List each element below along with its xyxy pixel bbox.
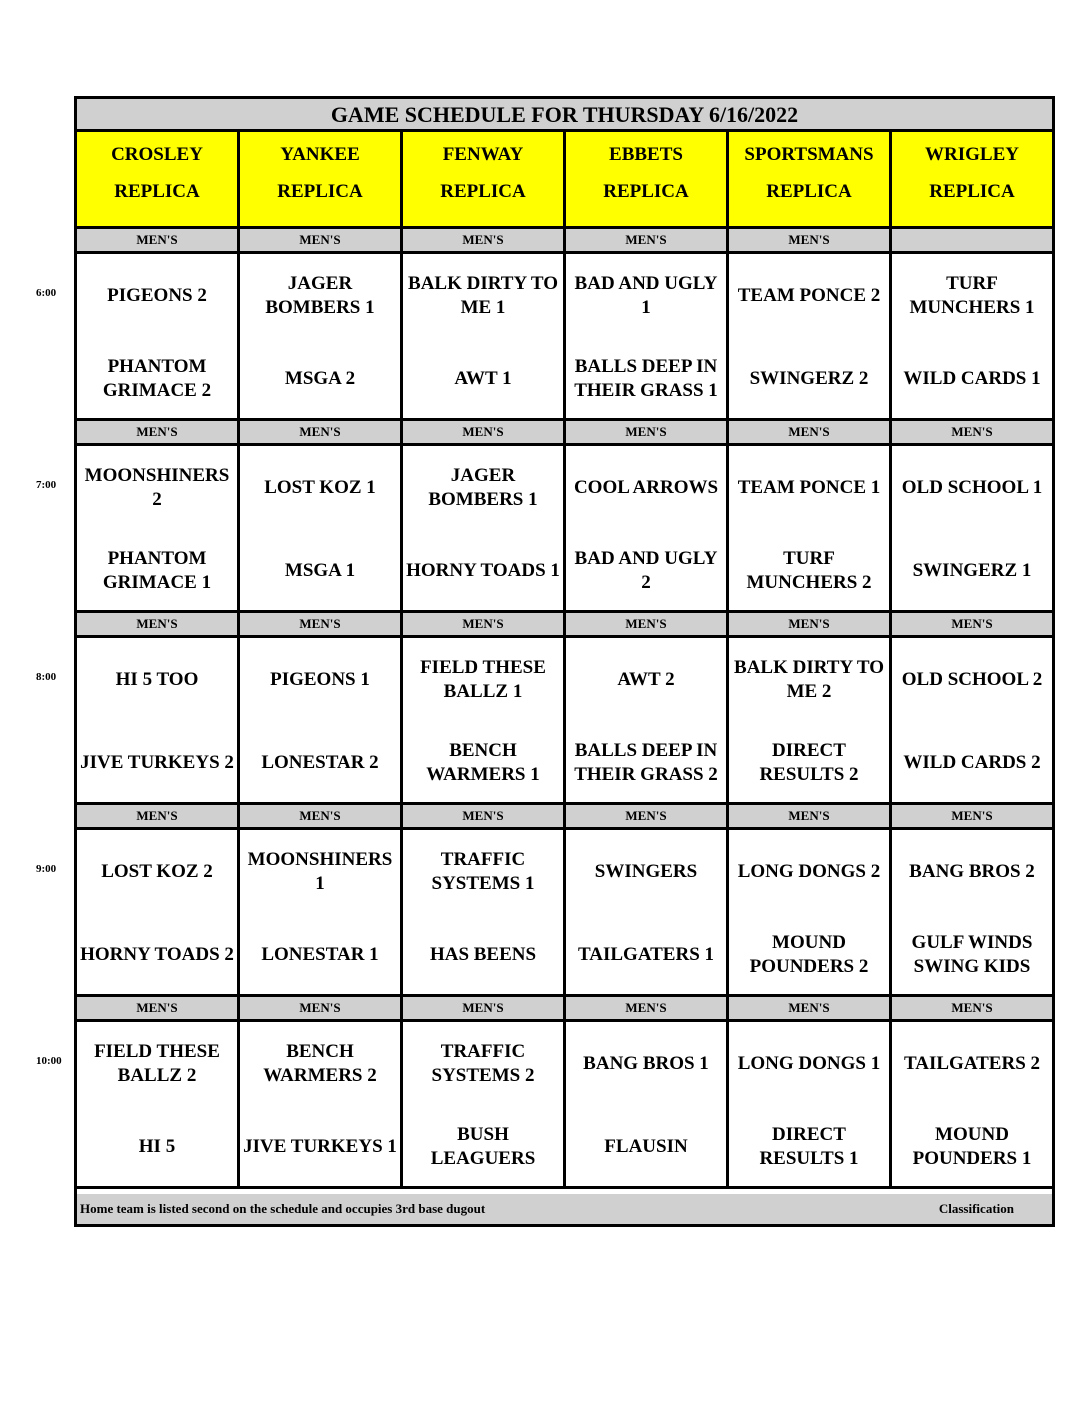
home-team: BENCH WARMERS 1 (426, 740, 540, 785)
home-team: BALLS DEEP IN THEIR GRASS 1 (574, 356, 718, 401)
home-team: BUSH LEAGUERS (430, 1124, 536, 1169)
classification-cell: MEN'S (77, 229, 240, 251)
field-header-fenway (403, 132, 566, 226)
classification-cell: MEN'S (240, 229, 403, 251)
games-row (77, 254, 1052, 421)
game-cell (892, 830, 1052, 994)
game-cell (77, 638, 240, 802)
classification-cell: MEN'S (566, 421, 729, 443)
home-team: MOUND POUNDERS 1 (912, 1124, 1032, 1169)
home-team: MSGA 2 (284, 368, 356, 389)
classification-cell: MEN'S (403, 805, 566, 827)
footer-bar (77, 1194, 1052, 1224)
field-header-crosley (77, 132, 240, 226)
classification-cell: MEN'S (403, 229, 566, 251)
classification-cell: MEN'S (951, 808, 993, 823)
time-slot-block (77, 805, 1052, 997)
game-cell (77, 1022, 240, 1186)
game-cell (892, 254, 1052, 418)
game-cell (892, 1022, 1052, 1186)
home-team: PHANTOM GRIMACE 2 (102, 356, 212, 401)
home-team: SWINGERZ 1 (912, 560, 1032, 581)
home-team: PHANTOM GRIMACE 1 (102, 548, 212, 593)
home-team: HI 5 (138, 1136, 176, 1157)
field-name: CROSLEY (111, 144, 203, 165)
game-cell (403, 638, 566, 802)
home-team: MSGA 1 (284, 560, 356, 581)
game-cell (566, 830, 729, 994)
time-label: 9:00 (36, 863, 57, 875)
field-header-wrigley (892, 132, 1052, 226)
classification-cell: MEN'S (77, 421, 240, 443)
field-header-yankee (240, 132, 403, 226)
time-slot-block (77, 997, 1052, 1189)
classification-cell (892, 229, 1052, 251)
field-header-sportsmans (729, 132, 892, 226)
classification-row (77, 997, 1052, 1022)
game-cell (240, 1022, 403, 1186)
classification-cell: MEN'S (566, 613, 729, 635)
away-team: BENCH WARMERS 2 (263, 1041, 377, 1086)
classification-cell: MEN'S (240, 613, 403, 635)
away-team: LONG DONGS 2 (737, 861, 881, 882)
away-team: HI 5 TOO (115, 669, 199, 690)
home-team: WILD CARDS 1 (903, 368, 1041, 389)
classification-cell: MEN'S (77, 613, 240, 635)
away-team: FIELD THESE BALLZ 1 (420, 657, 546, 702)
time-slot-block (77, 613, 1052, 805)
game-cell (729, 446, 892, 610)
classification-cell: MEN'S (566, 805, 729, 827)
game-cell (403, 1022, 566, 1186)
home-team: AWT 1 (454, 368, 512, 389)
away-team: TEAM PONCE 1 (737, 477, 881, 498)
game-cell (403, 830, 566, 994)
time-label: 7:00 (36, 479, 57, 491)
away-team: PIGEONS 1 (270, 669, 370, 690)
home-team: SWINGERZ 2 (749, 368, 869, 389)
field-name: SPORTSMANS (744, 144, 874, 165)
games-row (77, 638, 1052, 805)
field-name: WRIGLEY (925, 144, 1019, 165)
time-label: 10:00 (36, 1055, 62, 1067)
game-cell (729, 830, 892, 994)
game-cell (240, 254, 403, 418)
away-team: TEAM PONCE 2 (737, 285, 881, 306)
game-cell (77, 446, 240, 610)
classification-cell: MEN'S (566, 229, 729, 251)
away-team: MOONSHINERS 1 (247, 849, 393, 894)
game-cell (77, 254, 240, 418)
field-name: FENWAY (442, 144, 524, 165)
away-team: BANG BROS 2 (909, 861, 1035, 882)
classification-cell: MEN'S (77, 805, 240, 827)
home-team: HORNY TOADS 1 (406, 560, 560, 581)
game-cell (403, 446, 566, 610)
away-team: OLD SCHOOL 2 (901, 669, 1043, 690)
classification-cell: MEN'S (729, 613, 892, 635)
game-cell (566, 254, 729, 418)
home-team: HAS BEENS (429, 944, 537, 965)
home-team: JIVE TURKEYS 2 (80, 752, 234, 773)
home-team: WILD CARDS 2 (903, 752, 1041, 773)
games-row (77, 446, 1052, 613)
away-team: OLD SCHOOL 1 (901, 477, 1043, 498)
classification-cell: MEN'S (77, 997, 240, 1019)
field-sub: REPLICA (440, 181, 526, 202)
home-team: BAD AND UGLY 2 (574, 548, 718, 593)
home-team: JIVE TURKEYS 1 (243, 1136, 397, 1157)
home-team: TAILGATERS 1 (577, 944, 715, 965)
classification-cell: MEN'S (403, 997, 566, 1019)
field-sub: REPLICA (929, 181, 1015, 202)
classification-cell: MEN'S (951, 616, 993, 631)
classification-cell: MEN'S (951, 424, 993, 439)
classification-cell: MEN'S (403, 421, 566, 443)
home-team: LONESTAR 1 (261, 944, 379, 965)
classification-cell: MEN'S (403, 613, 566, 635)
away-team: PIGEONS 2 (107, 285, 207, 306)
away-team: LOST KOZ 1 (264, 477, 376, 498)
time-slot-block (77, 229, 1052, 421)
time-label: 8:00 (36, 671, 57, 683)
field-sub: REPLICA (277, 181, 363, 202)
page-title: GAME SCHEDULE FOR THURSDAY 6/16/2022 (77, 99, 1052, 132)
field-name: EBBETS (609, 144, 683, 165)
game-cell (566, 638, 729, 802)
game-cell (729, 1022, 892, 1186)
classification-cell: MEN'S (240, 997, 403, 1019)
away-team: BANG BROS 1 (583, 1053, 709, 1074)
away-team: TRAFFIC SYSTEMS 1 (431, 849, 535, 894)
home-team: TURF MUNCHERS 2 (746, 548, 872, 593)
classification-cell: MEN'S (240, 805, 403, 827)
away-team: TRAFFIC SYSTEMS 2 (431, 1041, 535, 1086)
field-name: YANKEE (280, 144, 360, 165)
away-team: FIELD THESE BALLZ 2 (94, 1041, 220, 1086)
classification-row (77, 421, 1052, 446)
classification-row (77, 805, 1052, 830)
classification-row (77, 613, 1052, 638)
home-team: GULF WINDS SWING KIDS (911, 932, 1033, 977)
game-cell (240, 446, 403, 610)
classification-cell: MEN'S (729, 421, 892, 443)
classification-cell: MEN'S (240, 421, 403, 443)
home-team: DIRECT RESULTS 1 (759, 1124, 859, 1169)
classification-cell: MEN'S (729, 997, 892, 1019)
home-team: HORNY TOADS 2 (80, 944, 234, 965)
field-sub: REPLICA (766, 181, 852, 202)
home-team: LONESTAR 2 (261, 752, 379, 773)
field-header-row (77, 132, 1052, 229)
away-team: LOST KOZ 2 (101, 861, 213, 882)
home-team: MOUND POUNDERS 2 (749, 932, 869, 977)
field-sub: REPLICA (114, 181, 200, 202)
game-cell (240, 830, 403, 994)
game-cell (566, 1022, 729, 1186)
away-team: COOL ARROWS (573, 477, 719, 498)
games-row (77, 830, 1052, 997)
game-cell (240, 638, 403, 802)
away-team: AWT 2 (617, 669, 675, 690)
game-cell (566, 446, 729, 610)
game-cell (892, 638, 1052, 802)
classification-cell: MEN'S (729, 805, 892, 827)
game-cell (729, 638, 892, 802)
home-team: DIRECT RESULTS 2 (759, 740, 859, 785)
time-slot-block (77, 421, 1052, 613)
classification-row (77, 229, 1052, 254)
classification-cell: MEN'S (729, 229, 892, 251)
footer-note: Home team is listed second on the schedule and occupies 3rd base dugout (80, 1201, 486, 1216)
game-cell (77, 830, 240, 994)
away-team: JAGER BOMBERS 1 (265, 273, 375, 318)
game-cell (729, 254, 892, 418)
time-label: 6:00 (36, 287, 57, 299)
classification-cell: MEN'S (951, 1000, 993, 1015)
away-team: LONG DONGS 1 (737, 1053, 881, 1074)
field-sub: REPLICA (603, 181, 689, 202)
game-cell (403, 254, 566, 418)
away-team: JAGER BOMBERS 1 (428, 465, 538, 510)
away-team: BAD AND UGLY 1 (574, 273, 718, 318)
schedule-sheet (74, 96, 1055, 1227)
home-team: FLAUSIN (604, 1136, 688, 1157)
classification-cell: MEN'S (566, 997, 729, 1019)
away-team: BALK DIRTY TO ME 1 (408, 273, 558, 318)
away-team: BALK DIRTY TO ME 2 (734, 657, 884, 702)
away-team: SWINGERS (594, 861, 698, 882)
home-team: BALLS DEEP IN THEIR GRASS 2 (574, 740, 718, 785)
away-team: TURF MUNCHERS 1 (909, 273, 1035, 318)
field-header-ebbets (566, 132, 729, 226)
away-team: MOONSHINERS 2 (84, 465, 230, 510)
game-cell (892, 446, 1052, 610)
away-team: TAILGATERS 2 (903, 1053, 1041, 1074)
games-row (77, 1022, 1052, 1189)
footer-classification: Classification (938, 1201, 1014, 1216)
